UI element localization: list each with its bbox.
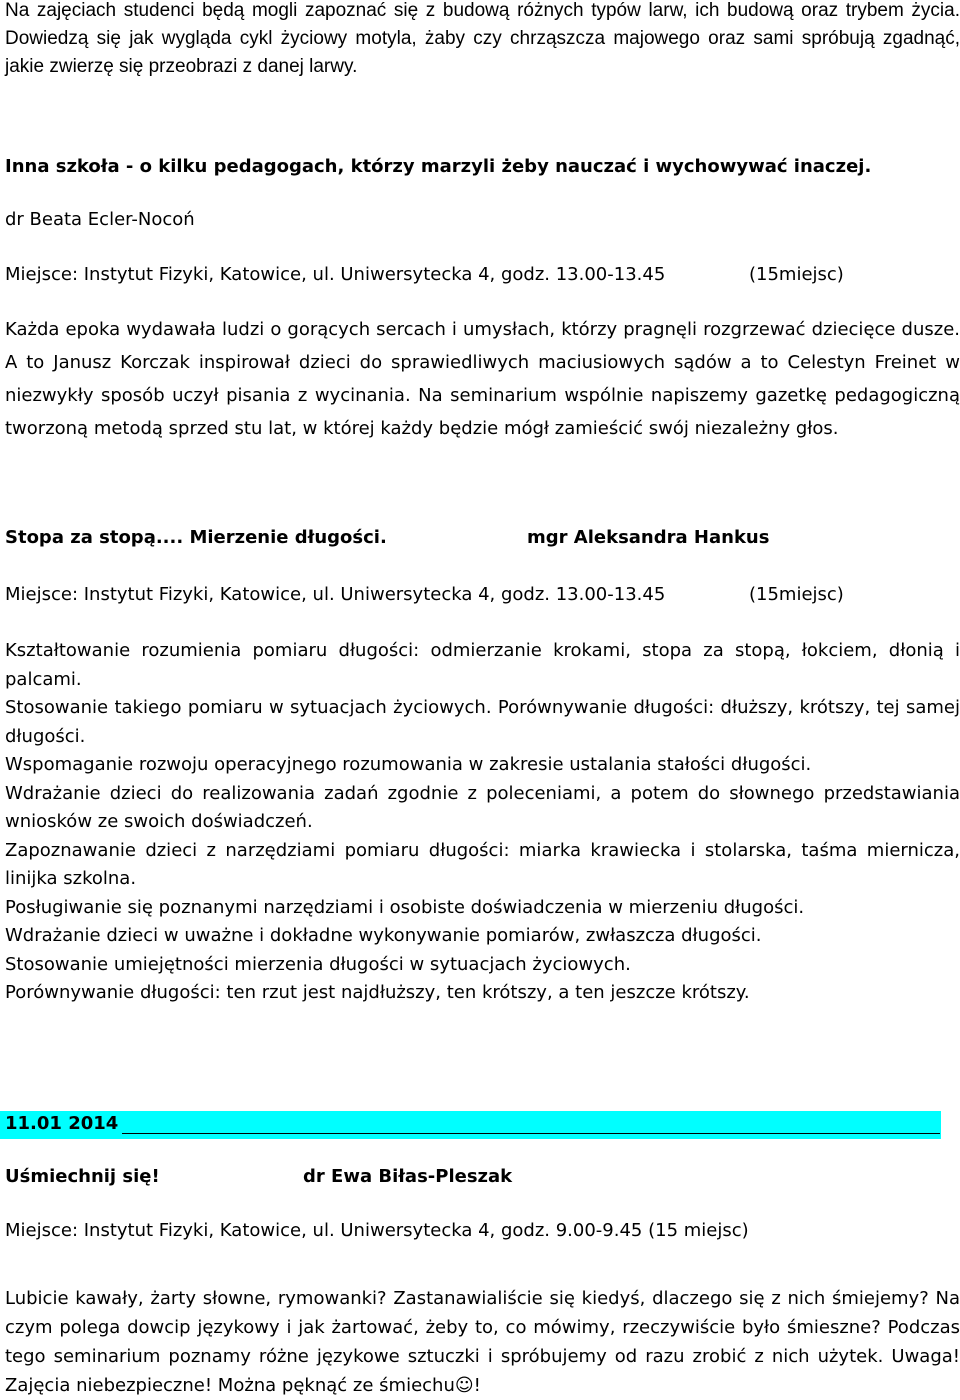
course2-items-list [5, 637, 960, 1008]
course1-seats: (15miejsc) [749, 264, 844, 285]
course1-place: Miejsce: Instytut Fizyki, Katowice, ul. Uniwersytecka 4, godz. 13.00-13.45 [5, 264, 666, 285]
list-item: Stosowanie takiego pomiaru w sytuacjach życiowych. Porównywanie długości: dłuższy, krótszy, tej samej długości. [5, 697, 960, 747]
course3-description-text: Lubicie kawały, żarty słowne, rymowanki? Zastanawialiście się kiedyś, dlaczego się z nich śmiejemy? Na czym polega dowcip językowy i jak żartować, żeby to, co mówimy, rzeczywiście było śmieszne? Podczas tego seminarium poznamy różne językowe sztuczki i spróbujemy od razu zrobić z nich użytek. Uwaga! Zajęcia niebezpieczne! Można pęknąć ze śmiechu [5, 1288, 960, 1396]
list-item: Posługiwanie się poznanymi narzędziami i osobiste doświadczenia w mierzeniu długości. [5, 896, 805, 918]
list-item: Wdrażanie dzieci do realizowania zadań zgodnie z poleceniami, a potem do słownego przedstawiania wniosków ze swoich doświadczeń. [5, 782, 960, 832]
list-item: Kształtowanie rozumienia pomiaru długości: odmierzanie krokami, stopa za stopą, łokciem, dłonią i palcami. [5, 640, 960, 690]
course1-description: Każda epoka wydawała ludzi o gorących sercach i umysłach, którzy pragnęli rozgrzewać dziecięce dusze. A to Janusz Korczak inspirował dzieci do sprawiedliwych maciusiowych sądów a to Celestyn Freinet w niezwykły sposób uczył pisania z wycinania. Na seminarium wspólnie napiszemy gazetkę pedagogiczną tworzoną metodą sprzed stu lat, w której każdy będzie mógł zamieścić swój niezależny głos. [5, 319, 960, 439]
date-underline [122, 1133, 940, 1134]
course3-instructor: dr Ewa Biłas-Pleszak [303, 1166, 513, 1187]
course2-instructor: mgr Aleksandra Hankus [527, 527, 770, 548]
course3-title: Uśmiechnij się! [5, 1166, 160, 1187]
course3-description-ending: ! [473, 1375, 481, 1396]
list-item: Porównywanie długości: ten rzut jest najdłuższy, ten krótszy, a ten jeszcze krótszy. [5, 982, 750, 1003]
smiley-icon: ☺ [454, 1375, 474, 1396]
course2-seats: (15miejsc) [749, 584, 844, 605]
course1-title: Inna szkoła - o kilku pedagogach, którzy marzyli żeby nauczać i wychowywać inaczej. [5, 156, 872, 177]
list-item: Stosowanie umiejętności mierzenia długości w sytuacjach życiowych. [5, 953, 631, 975]
date-highlight-bar [0, 1111, 941, 1139]
course3-place: Miejsce: Instytut Fizyki, Katowice, ul. Uniwersytecka 4, godz. 9.00-9.45 (15 miejsc) [5, 1220, 749, 1241]
list-item: Wdrażanie dzieci w uważne i dokładne wykonywanie pomiarów, zwłaszcza długości. [5, 925, 762, 946]
list-item: Wspomaganie rozwoju operacyjnego rozumowania w zakresie ustalania stałości długości. [5, 754, 812, 775]
list-item: Zapoznawanie dzieci z narzędziami pomiaru długości: miarka krawiecka i stolarska, taśma miernicza, linijka szkolna. [5, 839, 960, 889]
course1-instructor: dr Beata Ecler-Nocoń [5, 209, 195, 230]
date-header: 11.01 2014 [5, 1113, 119, 1134]
course2-place: Miejsce: Instytut Fizyki, Katowice, ul. Uniwersytecka 4, godz. 13.00-13.45 [5, 584, 666, 605]
course2-title: Stopa za stopą.... Mierzenie długości. [5, 527, 387, 548]
intro-paragraph: Na zajęciach studenci będą mogli zapoznać się z budową różnych typów larw, ich budową oraz trybem życia. Dowiedzą się jak wygląda cykl życiowy motyla, żaby czy chrząszcza majowego oraz sami spróbują zgadnąć, jakie zwierzę się przeobrazi z danej larwy. [5, 0, 960, 77]
course3-description [5, 1284, 960, 1400]
